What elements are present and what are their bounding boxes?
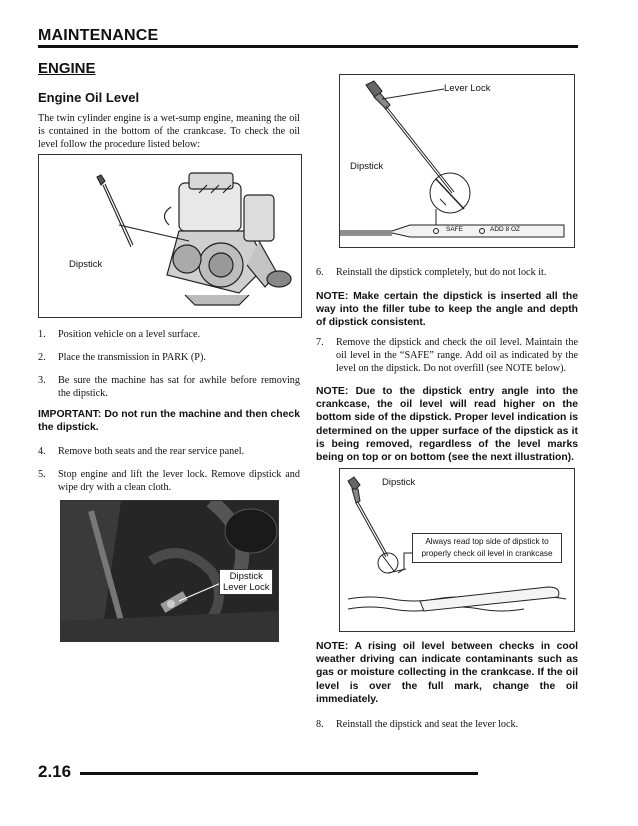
step-text: Be sure the machine has sat for awhile before removing the dipstick.	[58, 375, 300, 399]
reading-note-callout	[412, 533, 562, 563]
step-text: Remove the dipstick and check the oil level. Maintain the oil level in the “SAFE” range. Add oil as indicated by the level on the dipstick. Do not overfill (see NOTE below).	[336, 337, 578, 374]
step-4	[38, 445, 300, 458]
step-text: Stop engine and lift the lever lock. Remove dipstick and wipe dry with a clean cloth.	[58, 469, 300, 493]
section-title: ENGINE	[38, 60, 96, 77]
dipstick-figure	[339, 74, 575, 248]
step-number: 6.	[316, 267, 324, 278]
step-text: Place the transmission in PARK (P).	[58, 352, 206, 363]
photo-callout	[219, 569, 273, 595]
header-rule	[38, 45, 578, 48]
note-dipstick-insertion: NOTE: Make certain the dipstick is inserted all the way into the filler tube to keep the angle and depth of dipstick consistent.	[316, 291, 578, 329]
step-8	[316, 718, 578, 731]
step-number: 5.	[38, 469, 46, 480]
step-6	[316, 266, 578, 279]
step-5	[38, 468, 300, 494]
reading-note-line-2: properly check oil level in crankcase	[421, 549, 553, 558]
lever-lock-label: Lever Lock	[444, 83, 491, 94]
safe-mark-label: SAFE	[446, 226, 463, 233]
engine-figure	[38, 154, 302, 318]
page-number: 2.16	[38, 762, 72, 781]
step-2	[38, 351, 300, 364]
reading-dipstick-label: Dipstick	[382, 477, 416, 488]
intro-paragraph	[38, 112, 300, 151]
step-text: Position vehicle on a level surface.	[58, 329, 201, 340]
step-number: 3.	[38, 375, 46, 386]
add-mark-label: ADD 8 OZ	[490, 226, 520, 233]
step-number: 8.	[316, 719, 324, 730]
step-text: Remove both seats and the rear service panel.	[58, 446, 245, 457]
photo-figure	[60, 500, 279, 642]
step-number: 1.	[38, 329, 46, 340]
step-number: 2.	[38, 352, 46, 363]
photo-dipstick-label: Dipstick	[229, 571, 263, 582]
step-3	[38, 374, 300, 400]
footer-rule	[80, 772, 478, 775]
photo-lever-lock-label: Lever Lock	[223, 582, 270, 593]
step-1	[38, 328, 300, 341]
step-text: Reinstall the dipstick completely, but do not lock it.	[336, 267, 547, 278]
note-rising-oil-level: NOTE: A rising oil level between checks in cool weather driving can indicate contaminants such as gas or moisture collecting in the crankcase. If the oil level is over the full mark, change the oil immediately.	[316, 641, 578, 705]
important-note: IMPORTANT: Do not run the machine and then check the dipstick.	[38, 409, 300, 434]
engine-illustration	[39, 155, 301, 317]
engine-dipstick-label: Dipstick	[69, 259, 103, 270]
note-entry-angle: NOTE: Due to the dipstick entry angle into the crankcase, the oil level will read higher on the bottom side of the dipstick. Proper level indication is determined on the upper surface of the dipstick as it is being removed, regardless of the level marks being on top or on bottom (see the next illustration).	[316, 386, 578, 464]
reading-figure	[339, 468, 575, 632]
dipstick-label: Dipstick	[350, 161, 384, 172]
step-number: 7.	[316, 337, 324, 348]
page-header-title: MAINTENANCE	[38, 27, 159, 44]
intro-text: The twin cylinder engine is a wet-sump engine, meaning the oil is contained in the bottom of the crankcase. To check the oil level follow the procedure listed below:	[38, 113, 300, 150]
reading-note-line-1: Always read top side of dipstick to	[425, 537, 549, 546]
step-text: Reinstall the dipstick and seat the lever lock.	[336, 719, 519, 730]
subsection-title: Engine Oil Level	[38, 90, 140, 105]
step-7	[316, 336, 578, 375]
step-number: 4.	[38, 446, 46, 457]
